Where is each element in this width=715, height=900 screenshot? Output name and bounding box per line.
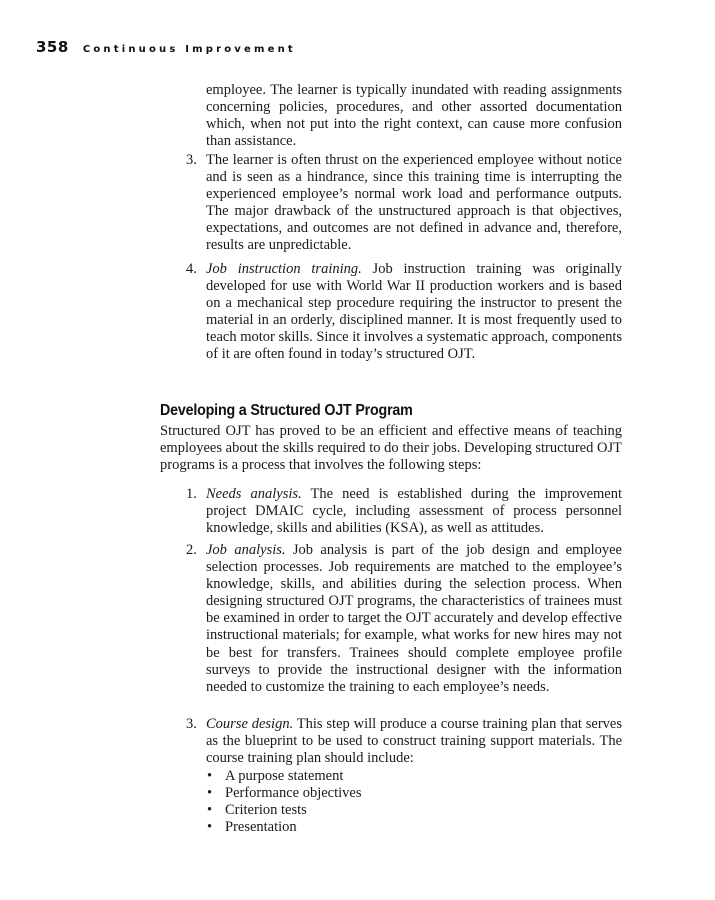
bullet-item xyxy=(207,785,361,802)
bullet-marker: • xyxy=(207,785,213,802)
page-number: 358 xyxy=(36,38,69,56)
list-description: Job instruction training was originally developed for use with World War II production workers and is based on a mechanical step procedure requiring the instructor to present the material in an orderly, disciplined manner. It is most frequently used to teach motor skills. Since it involves a systematic approach, components of it are often found in today’s structured OJT. xyxy=(206,261,622,363)
list-number: 3. xyxy=(186,716,197,732)
list-item xyxy=(186,152,622,255)
list-item xyxy=(186,486,622,537)
list-number: 3. xyxy=(186,152,197,168)
list-term: Job analysis. xyxy=(206,542,286,558)
list-text xyxy=(206,152,622,255)
list-description: The need is established during the improvement project DMAIC cycle, including assessment of process personnel knowledge, skills and abilities (KSA), as well as attitudes. xyxy=(206,486,622,537)
bullet-item xyxy=(207,768,361,785)
list-description: This step will produce a course training plan that serves as the blueprint to be used to construct training support materials. The course training plan should include: xyxy=(206,716,623,767)
bullet-text: Criterion tests xyxy=(225,802,307,819)
bullet-item xyxy=(207,819,361,836)
list-item xyxy=(186,542,622,696)
list-item xyxy=(186,261,622,364)
list-term: Needs analysis. xyxy=(206,486,302,502)
bullet-item xyxy=(207,802,361,819)
list-text xyxy=(206,261,622,364)
list-text xyxy=(206,542,622,696)
list-item xyxy=(186,716,622,767)
bullet-marker: • xyxy=(207,768,213,784)
list-number: 4. xyxy=(186,261,197,277)
list-description: Job analysis is part of the job design and employee selection processes. Job requirements are matched to the employee’s knowledge, skills, and abilities during the selection process. When designing structured OJT programs, the characteristics of trainees must be examined in order to target the OJT accurately and develop effective instructional materials; for example, what works for new hires may not be best for transfers. Trainees should complete employee profile surveys to provide the instructional designer with the information needed to customize the training to each employee’s needs. xyxy=(206,542,622,695)
running-title: Continuous Improvement xyxy=(82,44,296,55)
bullet-marker: • xyxy=(207,819,213,836)
section-intro: Structured OJT has proved to be an efficient and effective means of teaching employees about the skills required to do their jobs. Developing structured OJT programs is a process that involves the following steps: xyxy=(160,423,622,474)
list-text xyxy=(206,486,622,537)
section-heading: Developing a Structured OJT Program xyxy=(160,402,413,419)
list-term: Job instruction training. xyxy=(206,261,362,277)
list-description: The learner is often thrust on the experienced employee without notice and is seen as a hindrance, since this training time is interrupting the experienced employee’s normal work load and performance outputs. The major drawback of the unstructured approach is that objectives, expectations, and outcomes are not defined in advance and, therefore, results are unpredictable. xyxy=(206,152,622,254)
list-text xyxy=(206,716,622,767)
list-number: 2. xyxy=(186,542,197,558)
bullet-text: A purpose statement xyxy=(225,768,344,784)
bullet-text: Presentation xyxy=(225,819,297,836)
running-head xyxy=(36,38,296,56)
list-number: 1. xyxy=(186,486,197,502)
list-term: Course design. xyxy=(206,716,294,732)
bullet-list xyxy=(207,768,361,836)
bullet-text: Performance objectives xyxy=(225,785,362,802)
bullet-marker: • xyxy=(207,802,213,819)
continued-paragraph: employee. The learner is typically inundated with reading assignments concerning policies, procedures, and other assorted documentation which, when not put into the right context, can cause more confusion than assistance. xyxy=(206,82,622,150)
